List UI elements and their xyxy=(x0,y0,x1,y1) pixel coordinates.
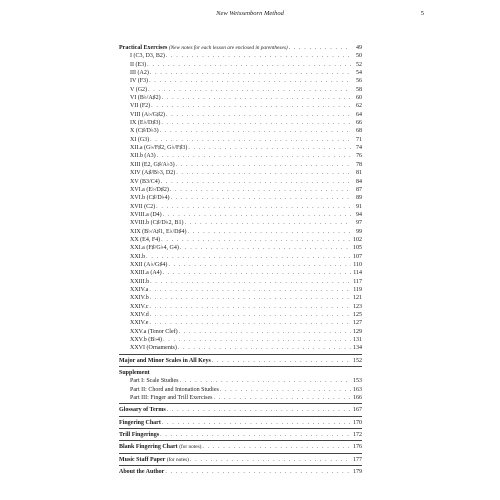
toc-entry-label: III (A2) xyxy=(130,70,149,77)
toc-entry-practical-exercises[interactable] xyxy=(119,44,362,52)
toc-entry-label: XXIV.e xyxy=(130,320,149,327)
toc-entry-label: XII.b (A3) xyxy=(130,153,156,160)
leader-dots xyxy=(166,111,351,119)
toc-entry[interactable] xyxy=(119,377,362,385)
leader-dots xyxy=(161,236,351,244)
toc-entry[interactable] xyxy=(119,111,362,119)
toc-entry-title: Supplement xyxy=(119,370,150,377)
toc-entry[interactable] xyxy=(119,303,362,311)
toc-page-number: 152 xyxy=(353,357,362,364)
toc-page-number: 60 xyxy=(356,95,362,102)
toc-entry-label: XXIV.d xyxy=(130,312,149,318)
leader-dots xyxy=(150,278,351,286)
toc-entry[interactable] xyxy=(119,86,362,94)
leader-dots xyxy=(176,169,351,177)
toc-entry[interactable] xyxy=(119,294,362,302)
toc-entry-label: IV (F3) xyxy=(130,78,149,85)
toc-entry-label: I (C3, D3, B2) xyxy=(130,53,165,60)
toc-page-number: 97 xyxy=(356,220,362,227)
toc-entry[interactable] xyxy=(119,102,362,110)
toc-entry-label: VII (F2) xyxy=(130,103,151,110)
leader-dots xyxy=(188,144,351,152)
toc-entry-label: Part III: Finger and Trill Exercises xyxy=(130,395,213,402)
toc-page-number: 170 xyxy=(353,419,362,426)
toc-entry[interactable] xyxy=(119,69,362,77)
leader-dots xyxy=(148,86,351,94)
toc-entry-label: XVI.a (E♭/D♯2) xyxy=(130,186,169,193)
toc-entry-label: XII.a (G♭/F♯2, G♭/F♯3) xyxy=(130,145,188,152)
toc-page-number: 78 xyxy=(356,161,362,168)
toc-page-number: 131 xyxy=(353,337,362,344)
toc-entry[interactable] xyxy=(119,152,362,160)
leader-dots xyxy=(149,77,351,85)
toc-entry-note: (for notes) xyxy=(179,444,202,451)
toc-entry[interactable] xyxy=(119,344,362,352)
toc-entry-label: XXI.b xyxy=(130,253,146,260)
toc-entry[interactable] xyxy=(119,261,362,269)
toc-entry[interactable] xyxy=(119,328,362,336)
toc-entry[interactable] xyxy=(119,144,362,152)
leader-dots xyxy=(149,286,351,294)
leader-dots xyxy=(162,419,351,427)
supplement-list xyxy=(119,377,362,402)
toc-page-number: 153 xyxy=(353,378,362,385)
toc-entry[interactable] xyxy=(119,161,362,169)
toc-page-number: 84 xyxy=(356,178,362,185)
toc-entry-label: XXI.a (F♯/G♭4, G4) xyxy=(130,245,179,252)
toc-entry-title: Trill Fingerings xyxy=(119,432,160,439)
toc-entry-label: IX (E♭/D♯3) xyxy=(130,120,161,127)
toc-entry[interactable] xyxy=(119,219,362,227)
toc-entry[interactable] xyxy=(119,203,362,211)
toc-entry-label: XIX (B♭/A♯1, E♭/D♯4) xyxy=(130,228,187,235)
leader-dots xyxy=(167,406,351,414)
toc-page-number: 49 xyxy=(356,45,362,51)
toc-page-number: 58 xyxy=(356,86,362,93)
leader-dots xyxy=(161,119,351,127)
toc-entry-music-staff-paper[interactable] xyxy=(119,456,362,464)
leader-dots xyxy=(151,102,351,110)
toc-page-number: 163 xyxy=(353,386,362,393)
leader-dots xyxy=(146,253,351,261)
leader-dots xyxy=(161,178,351,186)
toc-page-number: 127 xyxy=(353,320,362,327)
toc-page-number: 172 xyxy=(353,432,362,439)
toc-entry-label: II (E3) xyxy=(130,61,147,68)
toc-entry[interactable] xyxy=(119,269,362,277)
toc-page-number: 110 xyxy=(353,261,362,268)
leader-dots xyxy=(166,52,351,60)
toc-entry-label: XXV.b (B♭4) xyxy=(130,337,163,344)
leader-dots xyxy=(188,228,352,236)
toc-entry-major-minor-scales[interactable] xyxy=(119,357,362,365)
toc-entry-label: VIII (A♭/G♯2) xyxy=(130,111,165,118)
toc-page-number: 76 xyxy=(356,153,362,160)
toc-entry-label: XXVI (Ornaments) xyxy=(130,345,177,352)
section-divider xyxy=(119,354,362,355)
toc-page-number: 102 xyxy=(353,236,362,243)
toc-page-number: 64 xyxy=(356,111,362,118)
toc-entry[interactable] xyxy=(119,169,362,177)
leader-dots xyxy=(212,357,351,365)
toc-entry-label: XVII (C2) xyxy=(130,203,156,210)
toc-entry[interactable] xyxy=(119,94,362,102)
toc-entry-label: Part II: Chord and Intonation Studies xyxy=(130,386,219,393)
toc-entry[interactable] xyxy=(119,253,362,261)
toc-page-number: 74 xyxy=(356,145,362,152)
toc-page-number: 114 xyxy=(353,270,362,277)
leader-dots xyxy=(180,377,352,385)
running-title: New Weissenborn Method xyxy=(216,10,284,17)
toc-entry-title: Music Staff Paper xyxy=(119,456,166,463)
toc-page-number: 117 xyxy=(353,278,362,285)
leader-dots xyxy=(170,186,351,194)
toc-entry-label: XX (E4, F4) xyxy=(130,236,161,243)
toc-entry-blank-fingering-chart[interactable] xyxy=(119,443,362,451)
leader-dots xyxy=(176,161,351,169)
toc-page-number: 125 xyxy=(353,312,362,318)
leader-dots xyxy=(180,244,351,252)
toc-page-number: 50 xyxy=(356,53,362,60)
toc-entry[interactable] xyxy=(119,119,362,127)
toc-entry-note: (New notes for each lesson are enclosed in parentheses) xyxy=(168,45,288,51)
toc-entry[interactable] xyxy=(119,194,362,202)
toc-entry-title: About the Author xyxy=(119,469,165,476)
leader-dots xyxy=(160,127,351,135)
leader-dots xyxy=(150,311,351,319)
toc-entry-label: XXIII.b xyxy=(130,278,150,285)
toc-page-number: 119 xyxy=(353,286,362,293)
toc-entry-supplement[interactable] xyxy=(119,369,362,377)
toc-page-number: 166 xyxy=(353,395,362,402)
toc-entry-title: Blank Fingering Chart xyxy=(119,444,178,451)
toc-page-number: 177 xyxy=(353,456,362,463)
toc-page-number: 99 xyxy=(356,228,362,235)
toc-entry-trill-fingerings[interactable] xyxy=(119,431,362,439)
toc-entry-label: XVIII.b (C♯/D♭2, B1) xyxy=(130,220,184,227)
toc-entry-note: (for notes) xyxy=(166,456,189,463)
toc-entry[interactable] xyxy=(119,319,362,327)
toc-entry-title: Practical Exercises xyxy=(119,45,168,51)
toc-entry[interactable] xyxy=(119,286,362,294)
toc-entry-fingering-chart[interactable] xyxy=(119,419,362,427)
toc-entry-label: XVI.b (C♯/D♭4) xyxy=(130,195,170,202)
leader-dots xyxy=(163,336,351,344)
toc-entry[interactable] xyxy=(119,244,362,252)
toc-entry[interactable] xyxy=(119,311,362,319)
toc-entry[interactable] xyxy=(119,61,362,69)
toc-entry-label: XIII (E2, G♯/A♭3) xyxy=(130,161,175,168)
leader-dots xyxy=(163,269,351,277)
leader-dots xyxy=(178,344,351,352)
toc-page-number: 52 xyxy=(356,61,362,68)
leader-dots xyxy=(185,219,352,227)
leader-dots xyxy=(150,69,351,77)
toc-entry[interactable] xyxy=(119,136,362,144)
leader-dots xyxy=(168,261,351,269)
toc-entry-label: XI (G3) xyxy=(130,136,150,143)
toc-entry[interactable] xyxy=(119,228,362,236)
toc-page-number: 176 xyxy=(353,444,362,451)
page-number: 5 xyxy=(420,10,424,17)
toc-entry-label: XXIII.a (A4) xyxy=(130,270,162,277)
toc-page-number: 89 xyxy=(356,195,362,202)
toc-page-number: 56 xyxy=(356,78,362,85)
toc-entry[interactable] xyxy=(119,236,362,244)
toc-entry[interactable] xyxy=(119,211,362,219)
toc-entry[interactable] xyxy=(119,186,362,194)
toc-entry[interactable] xyxy=(119,178,362,186)
section-divider xyxy=(119,453,362,454)
leader-dots xyxy=(165,468,351,476)
leader-dots xyxy=(150,294,351,302)
toc-entry-label: XXII (A♭/G♯4) xyxy=(130,261,168,268)
section-divider xyxy=(119,440,362,441)
leader-dots xyxy=(220,386,351,394)
toc-page-number: 94 xyxy=(356,211,362,218)
toc-page-number: 167 xyxy=(353,407,362,414)
toc-entry-label: V (G2) xyxy=(130,86,148,93)
leader-dots xyxy=(160,431,351,439)
toc-entry[interactable] xyxy=(119,278,362,286)
toc-entry[interactable] xyxy=(119,52,362,60)
toc-page-number: 129 xyxy=(353,328,362,335)
leader-dots xyxy=(149,303,351,311)
toc-entry-glossary[interactable] xyxy=(119,406,362,414)
toc-entry-label: VI (B♭/A♯2) xyxy=(130,95,161,102)
section-divider xyxy=(119,366,362,367)
toc-page-number: 54 xyxy=(356,70,362,77)
leader-dots xyxy=(157,152,351,160)
leader-dots xyxy=(190,456,351,464)
toc-entry[interactable] xyxy=(119,386,362,394)
leader-dots xyxy=(156,203,351,211)
section-divider xyxy=(119,428,362,429)
table-of-contents xyxy=(119,44,362,477)
toc-entry-label: XXV.a (Tenor Clef) xyxy=(130,328,178,335)
section-divider xyxy=(119,416,362,417)
leader-dots xyxy=(147,61,351,69)
toc-entry-title: Glossary of Terms xyxy=(119,407,166,414)
toc-page-number: 68 xyxy=(356,128,362,135)
toc-page-number: 66 xyxy=(356,120,362,127)
leader-dots xyxy=(214,394,352,402)
toc-page-number: 179 xyxy=(353,469,362,476)
toc-entry[interactable] xyxy=(119,394,362,402)
toc-page-number: 134 xyxy=(353,345,362,352)
section-divider xyxy=(119,465,362,466)
toc-page-number: 121 xyxy=(353,295,362,302)
section-divider xyxy=(119,403,362,404)
practical-exercise-list xyxy=(119,52,362,352)
toc-entry-title: Major and Minor Scales in All Keys xyxy=(119,357,211,364)
toc-page-number: 105 xyxy=(353,245,362,252)
toc-entry-title: Fingering Chart xyxy=(119,419,161,426)
leader-dots xyxy=(163,211,351,219)
toc-entry[interactable] xyxy=(119,336,362,344)
toc-entry-label: XXIV.a xyxy=(130,286,149,293)
toc-entry[interactable] xyxy=(119,127,362,135)
toc-entry-about-the-author[interactable] xyxy=(119,468,362,476)
toc-page-number: 107 xyxy=(353,253,362,260)
toc-page-number: 71 xyxy=(356,136,362,143)
toc-page-number: 62 xyxy=(356,103,362,110)
toc-entry[interactable] xyxy=(119,77,362,85)
toc-entry-label: XXIV.c xyxy=(130,303,149,310)
leader-dots xyxy=(202,443,351,451)
leader-dots xyxy=(150,136,351,144)
toc-entry-label: X (C♯/D♭3) xyxy=(130,128,159,135)
toc-entry-label: XVIII.a (D4) xyxy=(130,211,162,218)
leader-dots xyxy=(179,328,351,336)
leader-dots xyxy=(289,44,351,52)
toc-entry-label: XIV (A♯/B♭3, D2) xyxy=(130,170,176,177)
toc-entry-label: XXIV.b xyxy=(130,295,149,302)
toc-page-number: 123 xyxy=(353,303,362,310)
leader-dots xyxy=(171,194,352,202)
leader-dots xyxy=(162,94,351,102)
leader-dots xyxy=(149,319,351,327)
toc-entry-label: XV (B3/C4) xyxy=(130,178,160,185)
toc-entry-label: Part I: Scale Studies xyxy=(130,378,179,385)
toc-page-number: 87 xyxy=(356,186,362,193)
toc-page-number: 81 xyxy=(356,170,362,177)
toc-page-number: 91 xyxy=(356,203,362,210)
